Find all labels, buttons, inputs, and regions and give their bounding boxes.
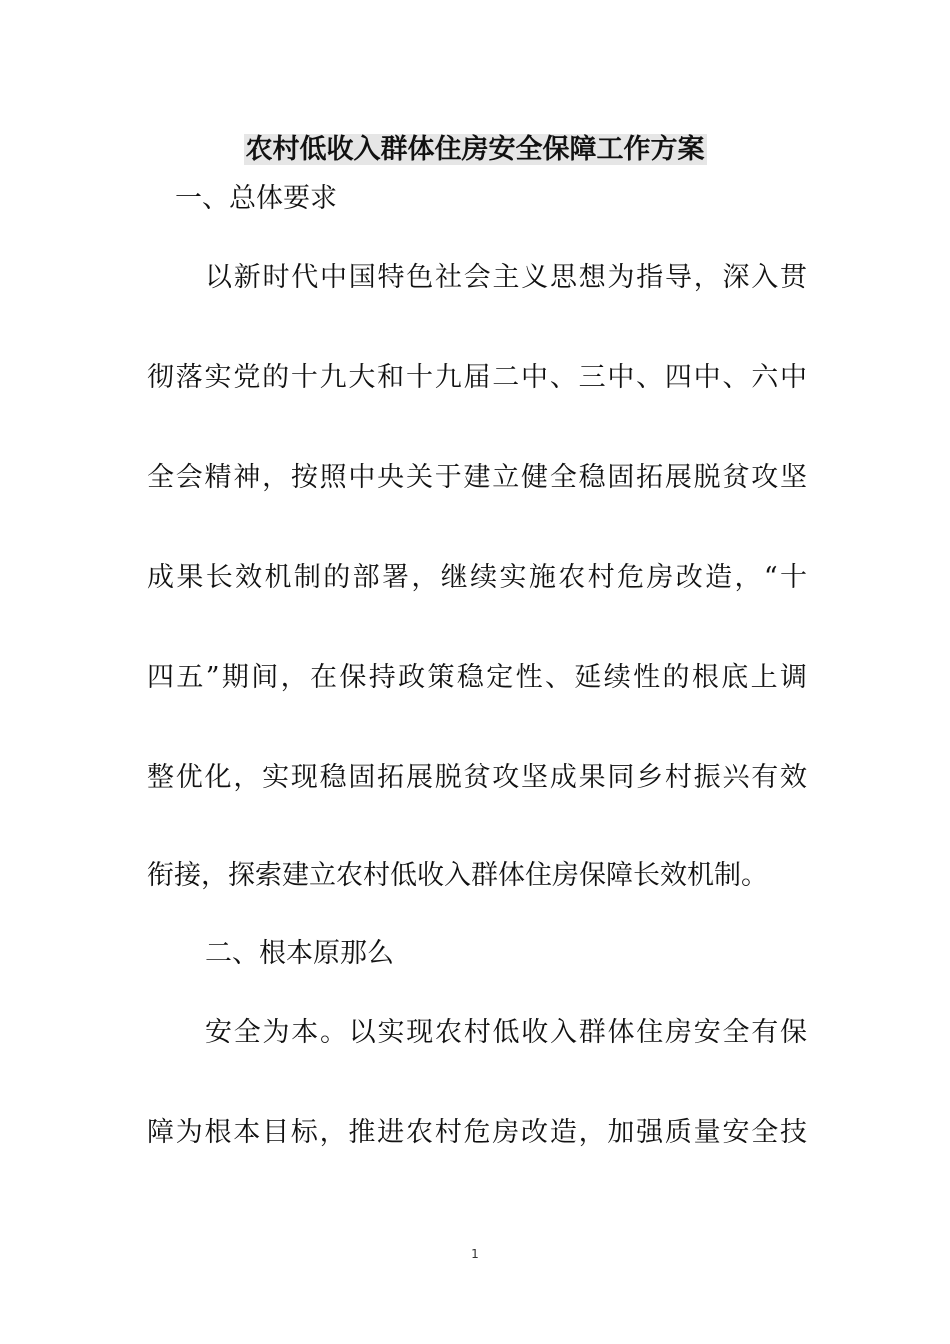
section-heading-2: 二、根本原那么 [205, 938, 394, 969]
section-heading-1: 一、总体要求 [175, 183, 337, 214]
paragraph-line: 整优化，实现稳固拓展脱贫攻坚成果同乡村振兴有效 [147, 762, 807, 793]
document-title [0, 130, 950, 170]
paragraph-line: 全会精神，按照中央关于建立健全稳固拓展脱贫攻坚 [147, 462, 807, 493]
document-title-text: 农村低收入群体住房安全保障工作方案 [245, 134, 705, 165]
paragraph-line: 衔接，探索建立农村低收入群体住房保障长效机制。 [147, 860, 768, 891]
paragraph-line: 成果长效机制的部署，继续实施农村危房改造，“十 [147, 562, 807, 593]
page-number: 1 [471, 1247, 479, 1261]
paragraph-line: 彻落实党的十九大和十九届二中、三中、四中、六中 [147, 362, 807, 393]
paragraph-line: 以新时代中国特色社会主义思想为指导，深入贯 [205, 262, 807, 293]
paragraph-line: 四五”期间，在保持政策稳定性、延续性的根底上调 [147, 662, 807, 693]
paragraph-line: 障为根本目标，推进农村危房改造，加强质量安全技 [147, 1117, 807, 1148]
paragraph-line: 安全为本。以实现农村低收入群体住房安全有保 [205, 1017, 807, 1048]
